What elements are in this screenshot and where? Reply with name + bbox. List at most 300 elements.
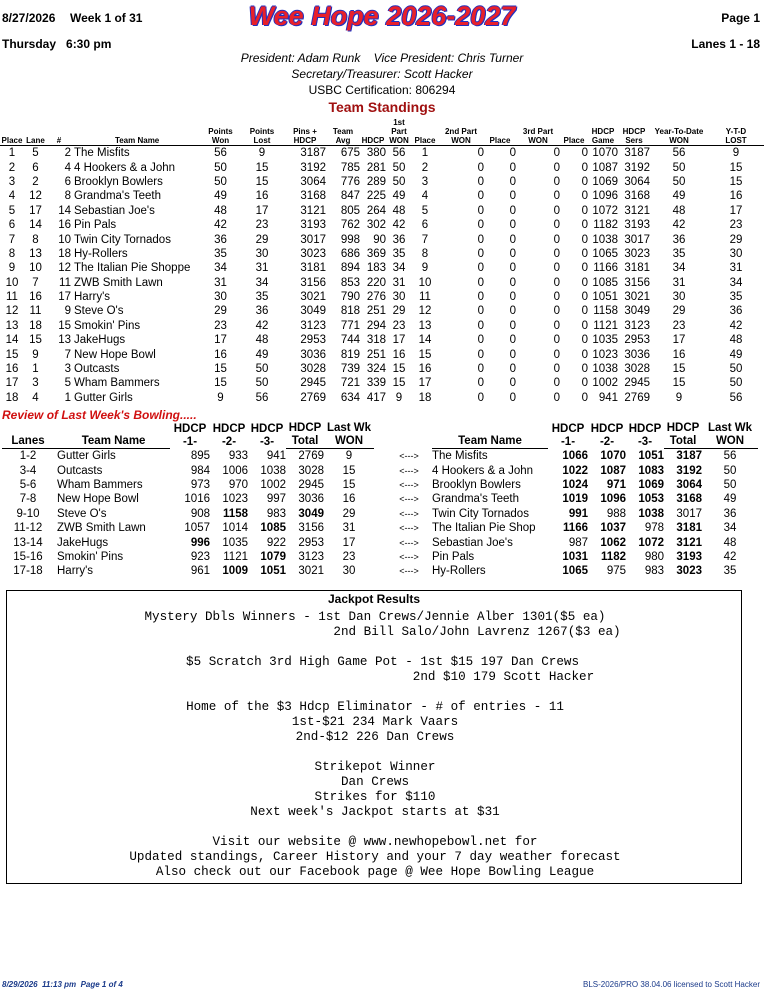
cell-team-name: ZWB Smith Lawn <box>74 276 163 289</box>
cell-team-avg: 785 <box>340 161 360 174</box>
review-lanes: 5-6 <box>19 478 37 491</box>
review-won: 9 <box>345 450 353 463</box>
cell-2nd-won: 0 <box>477 175 484 188</box>
cell-points-won: 50 <box>214 175 227 188</box>
col-ytd-won: Year-To-Date WON <box>650 118 708 146</box>
review-col-lanes: Lanes <box>2 422 54 449</box>
cell-2nd-place: 0 <box>509 391 516 404</box>
cell-pins-hdcp: 2953 <box>300 334 326 347</box>
cell-team-name: Grandma's Teeth <box>74 190 162 203</box>
cell-hdcp-sers: 3028 <box>624 363 650 376</box>
matchup-arrow: <---> <box>399 551 419 562</box>
standings-row <box>0 290 764 304</box>
cell-3rd-place: 0 <box>581 305 588 318</box>
cell-hdcp-sers: 3021 <box>624 291 650 304</box>
review-won: 30 <box>342 565 356 578</box>
review-col-team-name: Team Name <box>54 422 170 449</box>
cell-lane: 16 <box>29 291 42 304</box>
cell-ytd-lost: 49 <box>729 348 743 361</box>
review-row <box>2 449 374 464</box>
cell-pins-hdcp: 2769 <box>300 391 326 404</box>
cell-lane: 11 <box>29 305 42 318</box>
cell-team-name: The Italian Pie Shoppe <box>74 262 191 275</box>
cell-ytd-won: 50 <box>672 161 686 174</box>
cell-team-name: Outcasts <box>74 363 120 376</box>
review-game-1: 895 <box>190 449 210 462</box>
jackpot-line: Strikes for $110 <box>314 790 436 804</box>
cell-3rd-won: 0 <box>553 247 560 260</box>
cell-3rd-won: 0 <box>553 233 560 246</box>
cell-points-won: 16 <box>214 348 227 361</box>
cell-ytd-won: 56 <box>672 147 686 160</box>
cell-team-avg: 771 <box>340 319 360 332</box>
review-game-2: 1182 <box>601 550 626 563</box>
officers-line-1: President: Adam Runk Vice President: Chris Turner <box>240 51 524 65</box>
cell-2nd-place: 0 <box>509 305 516 318</box>
cell-ytd-won: 15 <box>672 377 686 390</box>
cell-team-name: Harry's <box>74 291 111 304</box>
cell-hdcp-sers: 3036 <box>624 348 650 361</box>
cell-1st-place: 16 <box>418 363 432 376</box>
cell-ytd-won: 36 <box>672 233 686 246</box>
cell-pins-hdcp: 3181 <box>300 262 326 275</box>
cell-points-won: 23 <box>214 319 227 332</box>
cell-2nd-place: 0 <box>509 377 516 390</box>
review-lanes: 3-4 <box>19 464 37 477</box>
review-game-3: 997 <box>266 493 286 506</box>
cell-pins-hdcp: 3049 <box>300 305 326 318</box>
cell-points-won: 36 <box>214 233 227 246</box>
cell-hdcp: 289 <box>366 175 386 188</box>
cell-lane: 13 <box>29 247 42 260</box>
review-total: 3028 <box>298 464 324 477</box>
review-won: 16 <box>342 493 356 506</box>
matchup-arrow: <---> <box>399 450 419 461</box>
cell-2nd-won: 0 <box>477 147 484 160</box>
jackpot-line: Also check out our Facebook page @ Wee Hope Bowling League <box>155 865 595 879</box>
cell-number: 10 <box>58 233 71 246</box>
cell-number: 1 <box>64 391 71 404</box>
cell-1st-place: 2 <box>421 161 429 174</box>
cell-number: 14 <box>58 204 71 217</box>
review-team-name: Grandma's Teeth <box>432 493 520 506</box>
review-row <box>386 535 758 549</box>
cell-team-avg: 805 <box>340 204 360 217</box>
cell-hdcp-sers: 2953 <box>624 334 650 347</box>
review-game-3: 1051 <box>638 449 664 462</box>
review-total: 2945 <box>298 478 324 491</box>
standings-row <box>0 232 764 246</box>
standings-row <box>0 362 764 376</box>
cell-3rd-won: 0 <box>553 334 560 347</box>
review-won: 15 <box>342 478 356 491</box>
review-game-3: 978 <box>644 522 664 535</box>
cell-team-avg: 818 <box>340 305 360 318</box>
cell-3rd-won: 0 <box>553 204 560 217</box>
review-row <box>386 550 758 564</box>
jackpot-line: Dan Crews <box>340 775 410 789</box>
cell-ytd-lost: 17 <box>729 204 743 217</box>
review-right-col-hdcp-1: HDCP -1- <box>551 422 585 448</box>
cell-hdcp-game: 1038 <box>592 363 618 376</box>
cell-1st-won: 16 <box>392 348 406 361</box>
jackpot-line: Mystery Dbls Winners - 1st Dan Crews/Jennie Alber 1301($5 ea) <box>144 610 606 624</box>
cell-3rd-place: 0 <box>581 377 588 390</box>
col-3rd-won: 3rd Part WON <box>516 118 560 146</box>
review-game-1: 1019 <box>562 493 588 506</box>
cell-hdcp: 251 <box>366 348 386 361</box>
cell-lane: 2 <box>32 175 39 188</box>
cell-2nd-won: 0 <box>477 305 484 318</box>
review-game-3: 1079 <box>260 550 286 563</box>
review-row <box>2 564 374 578</box>
review-game-3: 983 <box>266 507 286 520</box>
cell-points-won: 49 <box>214 190 227 203</box>
review-game-2: 975 <box>606 565 626 578</box>
cell-points-won: 34 <box>214 262 227 275</box>
cell-pins-hdcp: 3192 <box>300 161 326 174</box>
cell-points-lost: 34 <box>255 276 269 289</box>
cell-1st-place: 11 <box>419 291 431 304</box>
cell-place: 1 <box>8 147 16 160</box>
cell-1st-won: 49 <box>392 190 406 203</box>
cell-hdcp-game: 1166 <box>593 262 618 275</box>
col-hdcp-game: HDCP Game <box>588 118 618 146</box>
cell-points-lost: 35 <box>255 291 269 304</box>
review-right-col-last-wk: Last Wk WON <box>702 422 758 449</box>
league-title: Wee Hope 2026-2027 <box>248 1 516 31</box>
jackpot-results-box <box>6 590 742 884</box>
cell-hdcp: 417 <box>366 391 386 404</box>
cell-place: 7 <box>8 233 16 246</box>
cell-team-name: Brooklyn Bowlers <box>74 175 163 188</box>
cell-team-avg: 675 <box>340 147 360 160</box>
col-hdcp-sers: HDCP Sers <box>618 118 650 146</box>
cell-place: 8 <box>8 247 16 260</box>
cell-lane: 18 <box>29 319 42 332</box>
review-game-1: 984 <box>190 464 210 477</box>
cell-ytd-won: 9 <box>675 391 683 404</box>
review-game-1: 1024 <box>562 478 588 491</box>
review-won: 50 <box>723 464 737 477</box>
cell-2nd-won: 0 <box>477 363 484 376</box>
review-game-3: 1051 <box>260 565 286 578</box>
cell-hdcp: 251 <box>366 305 386 318</box>
cell-2nd-place: 0 <box>509 262 516 275</box>
cell-hdcp-game: 1085 <box>592 276 618 289</box>
matchup-arrow: <---> <box>399 566 419 577</box>
officers-line-2: Secretary/Treasurer: Scott Hacker <box>291 67 473 81</box>
review-team-name: JakeHugs <box>57 536 109 549</box>
review-game-3: 1085 <box>260 522 286 535</box>
cell-hdcp-game: 941 <box>598 391 618 404</box>
cell-number: 2 <box>64 147 71 160</box>
cell-3rd-place: 0 <box>581 219 588 232</box>
cell-1st-place: 9 <box>421 262 429 275</box>
review-row <box>386 449 758 464</box>
cell-team-name: Smokin' Pins <box>74 319 141 332</box>
cell-pins-hdcp: 3156 <box>300 276 326 289</box>
standings-row <box>0 276 764 290</box>
review-game-3: 1038 <box>260 464 286 477</box>
cell-team-name: New Hope Bowl <box>74 348 156 361</box>
cell-place: 11 <box>6 291 18 304</box>
cell-ytd-won: 29 <box>672 305 686 318</box>
cell-team-name: The Misfits <box>74 147 130 160</box>
review-team-name: Outcasts <box>57 464 103 477</box>
review-won: 56 <box>723 450 737 463</box>
jackpot-line: Updated standings, Career History and your 7 day weather forecast <box>129 850 621 864</box>
review-game-1: 961 <box>190 565 210 578</box>
review-game-1: 908 <box>190 507 210 520</box>
review-game-2: 988 <box>606 507 626 520</box>
cell-1st-won: 48 <box>392 204 406 217</box>
cell-1st-won: 31 <box>392 276 406 289</box>
cell-ytd-won: 15 <box>672 363 686 376</box>
cell-1st-place: 8 <box>421 247 429 260</box>
cell-3rd-place: 0 <box>581 291 588 304</box>
standings-row <box>0 160 764 174</box>
review-row <box>386 478 758 492</box>
col-lane: Lane <box>24 118 47 146</box>
cell-lane: 6 <box>32 161 39 174</box>
cell-hdcp-sers: 3017 <box>624 233 650 246</box>
review-game-3: 922 <box>266 536 286 549</box>
review-left-body <box>2 449 374 579</box>
jackpot-line: Home of the $3 Hdcp Eliminator - # of entries - 11 <box>186 700 564 714</box>
cell-points-lost: 36 <box>255 305 269 318</box>
col-points-won: Points Won <box>201 118 240 146</box>
review-total: 3181 <box>676 522 702 535</box>
cell-ytd-lost: 36 <box>729 305 743 318</box>
cell-1st-place: 6 <box>421 219 429 232</box>
review-row <box>386 507 758 521</box>
cell-2nd-won: 0 <box>477 204 484 217</box>
cell-2nd-won: 0 <box>477 247 484 260</box>
col-team-avg: Team Avg <box>326 118 360 146</box>
review-game-3: 980 <box>644 550 664 563</box>
review-row <box>386 521 758 535</box>
cell-points-lost: 31 <box>255 262 269 275</box>
cell-place: 16 <box>5 363 19 376</box>
review-right-header-row <box>386 422 758 449</box>
cell-pins-hdcp: 3168 <box>300 190 326 203</box>
cell-1st-won: 17 <box>392 334 406 347</box>
cell-team-avg: 819 <box>340 348 360 361</box>
review-right-col-hdcp-2: HDCP -2- <box>590 422 624 448</box>
jackpot-line: 2nd Bill Salo/John Lavrenz 1267($3 ea) <box>129 625 621 639</box>
review-right-col-team-name: Team Name <box>432 422 548 449</box>
cell-ytd-lost: 35 <box>729 291 743 304</box>
cell-3rd-won: 0 <box>553 305 560 318</box>
cell-ytd-lost: 42 <box>729 319 743 332</box>
review-total: 3017 <box>676 507 702 520</box>
cell-ytd-lost: 31 <box>729 262 743 275</box>
cell-pins-hdcp: 3021 <box>300 291 326 304</box>
cell-ytd-won: 50 <box>672 175 686 188</box>
col-3rd-place: Place <box>560 118 588 146</box>
cell-3rd-place: 0 <box>581 190 588 203</box>
cell-hdcp-sers: 2945 <box>624 377 650 390</box>
cell-team-avg: 762 <box>340 219 360 232</box>
week-label: Week 1 of 31 <box>70 11 143 25</box>
cell-ytd-lost: 34 <box>729 276 743 289</box>
review-total: 3192 <box>676 464 702 477</box>
review-team-name: Hy-Rollers <box>432 565 486 578</box>
review-won: 15 <box>342 464 356 477</box>
review-right-col-hdcp-3: HDCP -3- <box>628 422 662 448</box>
cell-team-name: 4 Hookers & a John <box>74 161 176 174</box>
cell-3rd-place: 0 <box>581 363 588 376</box>
cell-points-won: 15 <box>214 363 227 376</box>
cell-place: 6 <box>8 219 16 232</box>
cell-ytd-won: 17 <box>672 334 686 347</box>
cell-3rd-place: 0 <box>581 175 588 188</box>
cell-points-won: 50 <box>214 161 227 174</box>
cell-3rd-place: 0 <box>581 161 588 174</box>
cell-1st-place: 17 <box>418 377 432 390</box>
cell-team-avg: 790 <box>340 291 360 304</box>
review-game-3: 983 <box>644 565 664 578</box>
cell-2nd-place: 0 <box>509 190 516 203</box>
cell-1st-won: 50 <box>392 161 406 174</box>
cell-1st-place: 13 <box>418 319 432 332</box>
cell-pins-hdcp: 3023 <box>300 247 326 260</box>
cell-number: 12 <box>58 262 71 275</box>
cell-2nd-won: 0 <box>477 377 484 390</box>
cell-1st-place: 5 <box>421 204 429 217</box>
cell-hdcp: 302 <box>366 219 386 232</box>
cell-ytd-lost: 15 <box>729 161 743 174</box>
cell-team-name: Sebastian Joe's <box>74 204 155 217</box>
cell-ytd-lost: 56 <box>729 391 743 404</box>
cell-ytd-lost: 16 <box>729 190 743 203</box>
review-won: 17 <box>342 536 356 549</box>
review-row <box>2 521 374 535</box>
cell-ytd-won: 16 <box>672 348 686 361</box>
cell-1st-won: 30 <box>392 291 406 304</box>
cell-place: 18 <box>5 391 19 404</box>
review-game-2: 1009 <box>222 565 248 578</box>
review-total: 3021 <box>298 565 324 578</box>
col-1st-won: 1st Part WON <box>386 118 412 146</box>
col-team-name: Team Name <box>71 118 201 146</box>
cell-hdcp-sers: 3121 <box>624 204 650 217</box>
cell-1st-won: 50 <box>392 175 406 188</box>
review-team-name: Smokin' Pins <box>57 550 124 563</box>
cell-pins-hdcp: 3193 <box>300 219 326 232</box>
review-game-1: 1057 <box>184 522 210 535</box>
cell-points-lost: 17 <box>255 204 269 217</box>
review-left-table <box>2 422 374 579</box>
cell-number: 8 <box>64 190 71 203</box>
review-row <box>2 492 374 506</box>
review-game-2: 1062 <box>600 536 626 549</box>
cell-points-lost: 29 <box>255 233 269 246</box>
cell-hdcp: 380 <box>366 147 386 160</box>
cell-1st-place: 7 <box>421 233 429 246</box>
cell-ytd-won: 42 <box>672 219 686 232</box>
matchup-arrow: <---> <box>399 479 419 490</box>
review-right-body <box>386 449 758 579</box>
cell-3rd-won: 0 <box>553 276 560 289</box>
review-team-name: New Hope Bowl <box>57 493 139 506</box>
standings-row <box>0 333 764 347</box>
review-game-3: 941 <box>266 449 286 462</box>
review-game-3: 1053 <box>638 493 664 506</box>
cell-number: 11 <box>59 276 71 289</box>
cell-hdcp-sers: 3187 <box>624 147 650 160</box>
review-total: 3121 <box>676 536 702 549</box>
cell-hdcp-sers: 3049 <box>624 305 650 318</box>
review-won: 34 <box>723 522 737 535</box>
review-total: 3193 <box>676 550 702 563</box>
cell-hdcp-sers: 3181 <box>624 262 650 275</box>
cell-team-name: Steve O's <box>74 305 124 318</box>
cell-pins-hdcp: 3123 <box>300 319 326 332</box>
cell-hdcp: 183 <box>366 262 386 275</box>
review-row <box>2 507 374 521</box>
cell-hdcp-sers: 3023 <box>624 247 650 260</box>
cell-number: 15 <box>58 319 71 332</box>
cell-ytd-won: 35 <box>672 247 686 260</box>
review-won: 29 <box>342 507 356 520</box>
standings-body <box>0 146 764 406</box>
cell-team-avg: 998 <box>340 233 360 246</box>
cell-2nd-won: 0 <box>477 276 484 289</box>
cell-2nd-place: 0 <box>509 233 516 246</box>
standings-table <box>0 118 764 405</box>
cell-lane: 5 <box>32 147 39 160</box>
report-date: 8/27/2026 <box>2 11 56 25</box>
cell-1st-place: 14 <box>418 334 432 347</box>
standings-row <box>0 347 764 361</box>
review-game-1: 973 <box>190 478 210 491</box>
cell-pins-hdcp: 3017 <box>300 233 326 246</box>
col-pins-hdcp: Pins + HDCP <box>284 118 326 146</box>
cell-hdcp: 318 <box>366 334 386 347</box>
cell-3rd-place: 0 <box>581 391 588 404</box>
cell-hdcp-sers: 2769 <box>624 391 650 404</box>
review-game-2: 1158 <box>223 507 248 520</box>
cell-hdcp-sers: 3168 <box>624 190 650 203</box>
cell-2nd-place: 0 <box>509 247 516 260</box>
review-row <box>386 564 758 578</box>
cell-1st-place: 4 <box>421 190 429 203</box>
cell-2nd-won: 0 <box>477 161 484 174</box>
cell-points-won: 56 <box>214 147 227 160</box>
cell-1st-won: 15 <box>392 377 406 390</box>
review-right-col-hdcp-total: HDCP Total <box>664 422 702 449</box>
cell-place: 17 <box>5 377 19 390</box>
standings-row <box>0 376 764 390</box>
cell-pins-hdcp: 2945 <box>300 377 326 390</box>
cell-3rd-won: 0 <box>553 363 560 376</box>
jackpot-line: Visit our website @ www.newhopebowl.net for <box>212 835 538 849</box>
review-game-2: 1023 <box>222 493 248 506</box>
review-total: 3187 <box>676 450 702 463</box>
cell-hdcp-game: 1023 <box>592 348 618 361</box>
cell-3rd-won: 0 <box>553 219 560 232</box>
cell-3rd-won: 0 <box>553 348 560 361</box>
cell-place: 15 <box>5 348 19 361</box>
lanes-range: Lanes 1 - 18 <box>691 37 760 51</box>
cell-3rd-place: 0 <box>581 348 588 361</box>
cell-2nd-place: 0 <box>509 348 516 361</box>
cell-ytd-won: 31 <box>672 276 686 289</box>
cell-place: 10 <box>5 276 19 289</box>
cell-2nd-place: 0 <box>509 219 516 232</box>
